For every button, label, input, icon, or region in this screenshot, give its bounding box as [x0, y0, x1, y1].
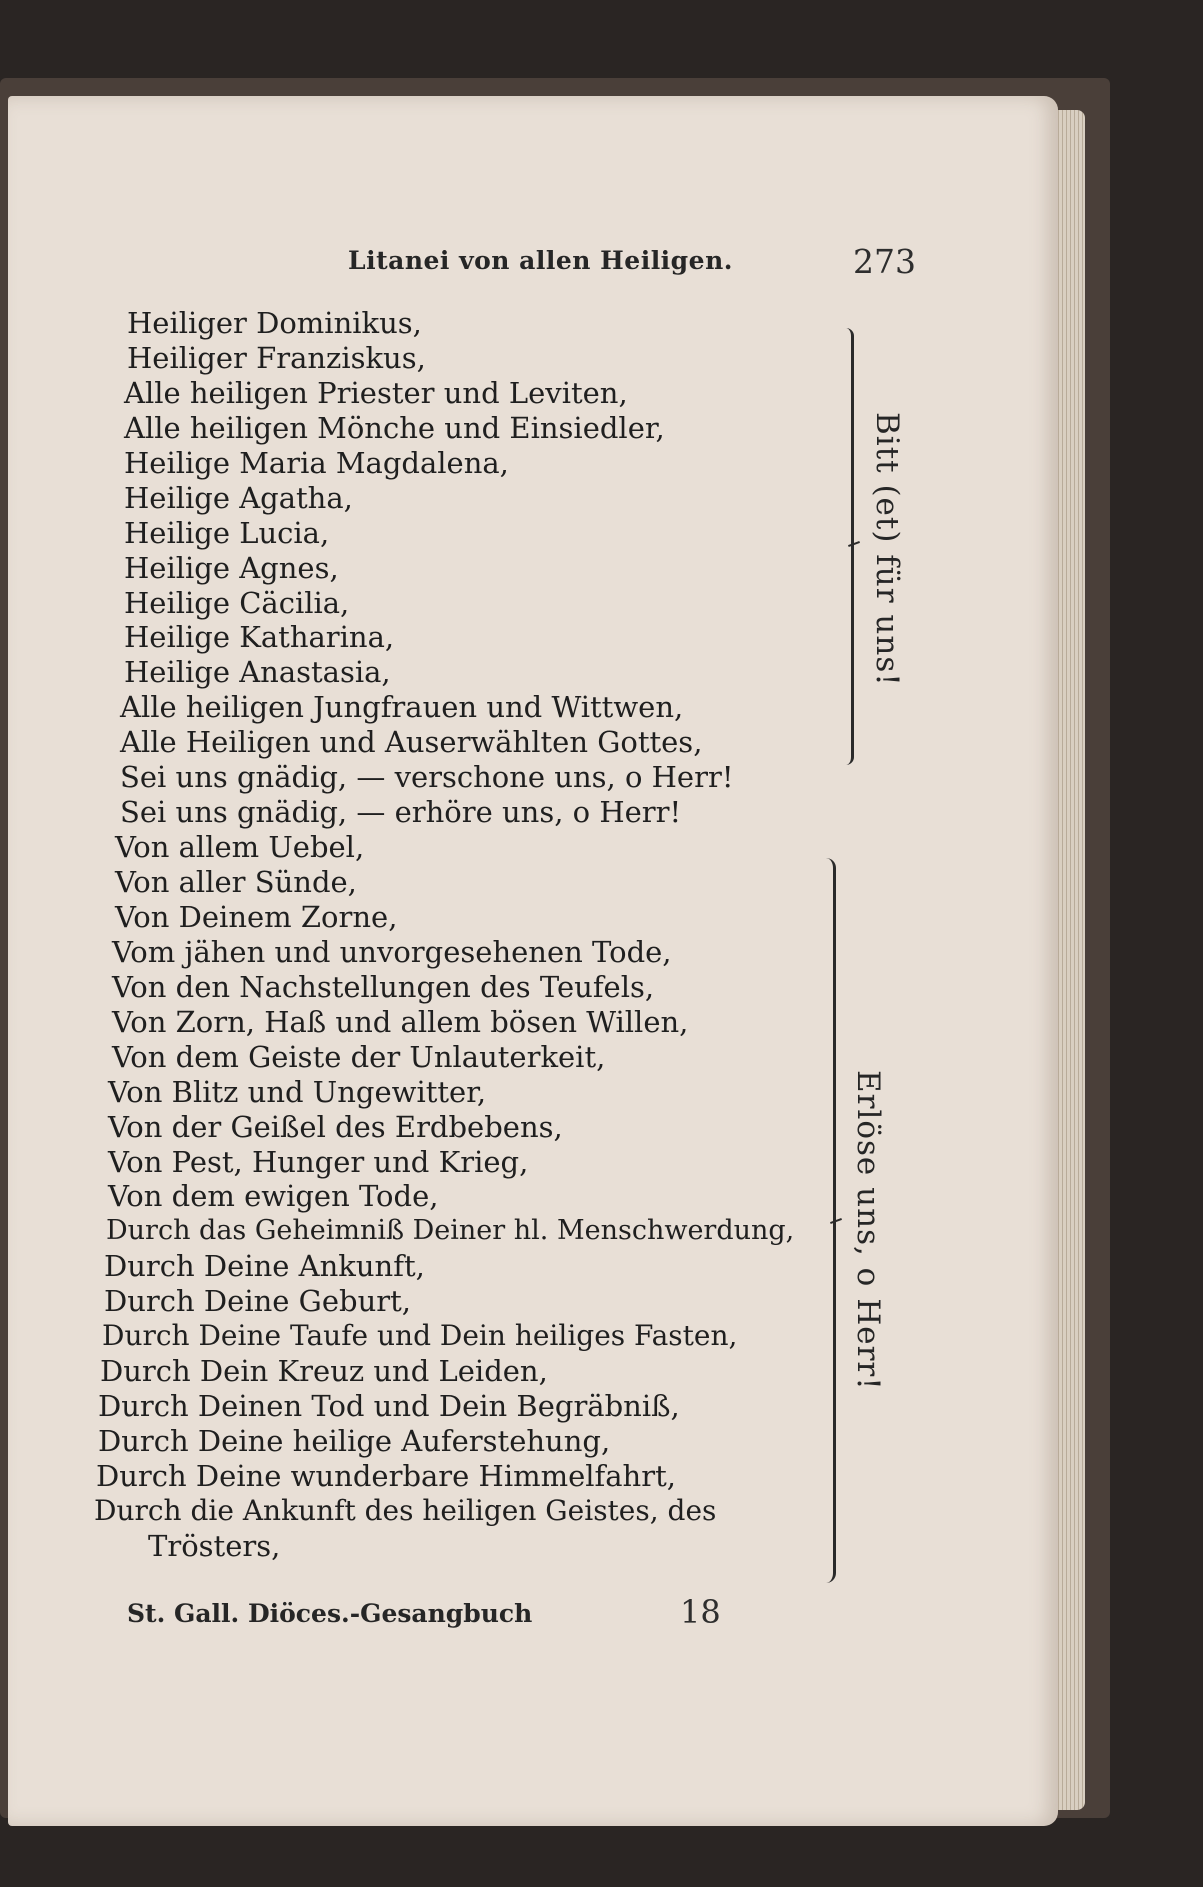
running-title: Litanei von allen Heiligen.	[348, 246, 733, 275]
litany-line: Heilige Cäcilia,	[124, 585, 350, 620]
sheet-number: 18	[680, 1593, 721, 1631]
litany-line: Von dem ewigen Tode,	[108, 1179, 439, 1214]
page-footer	[0, 1593, 1203, 1633]
litany-line: Durch Deine Geburt,	[104, 1284, 411, 1319]
litany-line: Sei uns gnädig, — verschone uns, o Herr!	[120, 760, 734, 795]
litany-line: Durch Deine Ankunft,	[104, 1249, 425, 1284]
litany-line: Durch die Ankunft des heiligen Geistes, des	[94, 1493, 717, 1527]
litany-line: Vom jähen und unvorgesehenen Tode,	[112, 934, 672, 969]
litany-line: Heilige Lucia,	[124, 515, 330, 550]
litany-line: Durch Deinen Tod und Dein Begräbniß,	[98, 1389, 680, 1424]
litany-line: Von Zorn, Haß und allem bösen Willen,	[112, 1004, 689, 1039]
litany-line: Alle heiligen Priester und Leviten,	[124, 375, 628, 410]
litany-line: Durch Deine wunderbare Himmelfahrt,	[96, 1458, 676, 1493]
litany-lines	[0, 306, 830, 1564]
litany-line: Von Blitz und Ungewitter,	[108, 1074, 487, 1109]
litany-line: Von den Nachstellungen des Teufels,	[112, 969, 655, 1004]
litany-line: Heiliger Dominikus,	[127, 306, 422, 340]
litany-line: Heilige Katharina,	[124, 620, 395, 655]
litany-line: Durch Deine heilige Auferstehung,	[98, 1424, 611, 1458]
response-erloese-uns: Erlöse uns, o Herr!	[850, 1070, 886, 1391]
litany-line: Heilige Maria Magdalena,	[124, 445, 509, 480]
litany-line: Heiliger Franziskus,	[127, 340, 426, 375]
brace-first	[833, 328, 854, 765]
litany-line: Sei uns gnädig, — erhöre uns, o Herr!	[120, 795, 682, 830]
litany-line: Von allem Uebel,	[115, 830, 365, 865]
litany-line: Von dem Geiste der Unlauterkeit,	[112, 1039, 606, 1074]
response-bitt-fuer-uns: Bitt (et) für uns!	[869, 412, 905, 687]
litany-line: Heilige Anastasia,	[124, 655, 391, 690]
litany-line: Durch Dein Kreuz und Leiden,	[100, 1354, 548, 1389]
litany-line: Heilige Agatha,	[124, 480, 353, 515]
litany-line: Von Pest, Hunger und Krieg,	[108, 1144, 529, 1179]
book-signature: St. Gall. Diöces.-Gesangbuch	[127, 1599, 533, 1628]
litany-line: Heilige Agnes,	[124, 550, 339, 585]
litany-line: Von Deinem Zorne,	[115, 899, 398, 934]
litany-line: Trösters,	[148, 1528, 281, 1563]
page-number: 273	[853, 242, 916, 281]
litany-line: Durch das Geheimniß Deiner hl. Menschwerdung,	[106, 1215, 795, 1247]
page-header	[0, 242, 1203, 282]
litany-line: Durch Deine Taufe und Dein heiliges Fasten,	[102, 1319, 738, 1353]
litany-line: Alle heiligen Mönche und Einsiedler,	[124, 410, 665, 445]
litany-line: Von der Geißel des Erdbebens,	[108, 1109, 563, 1144]
litany-line: Von aller Sünde,	[115, 865, 357, 899]
litany-line: Alle Heiligen und Auserwählten Gottes,	[120, 725, 703, 760]
litany-line: Alle heiligen Jungfrauen und Wittwen,	[120, 690, 684, 725]
